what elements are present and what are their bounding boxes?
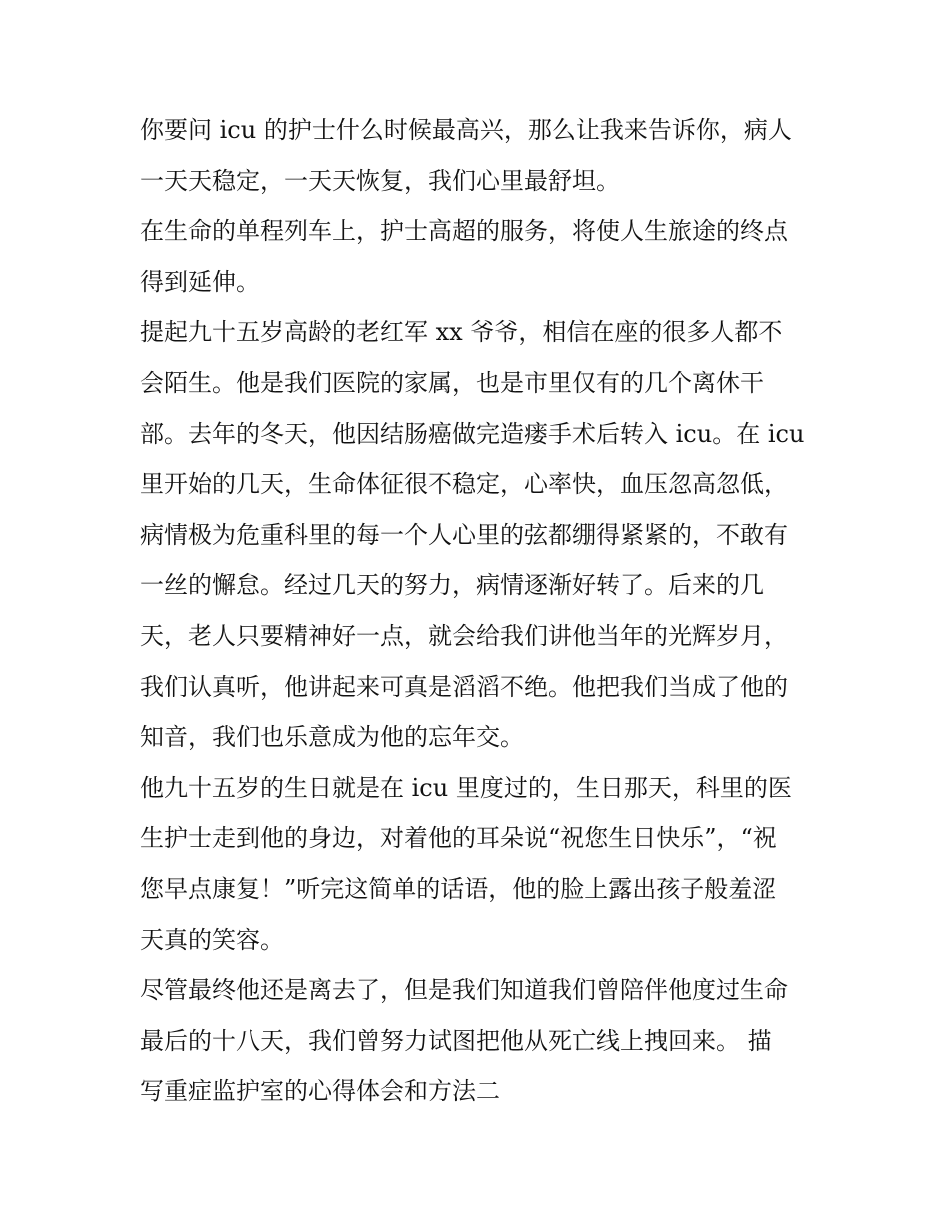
- text-line: 写重症监护室的心得体会和方法二: [140, 1077, 500, 1106]
- text-line: 知音，我们也乐意成为他的忘年交。: [140, 723, 524, 752]
- text-line: 一丝的懈怠。经过几天的努力，病情逐渐好转了。后来的几: [140, 571, 764, 600]
- text-line: 病情极为危重科里的每一个人心里的弦都绷得紧紧的，不敢有: [140, 520, 788, 549]
- text-line: 得到延伸。: [140, 267, 260, 296]
- text-line: 他九十五岁的生日就是在 icu 里度过的，生日那天，科里的医: [140, 773, 792, 802]
- text-line: 最后的十八天，我们曾努力试图把他从死亡线上拽回来。 描: [140, 1026, 772, 1055]
- text-line: 提起九十五岁高龄的老红军 xx 爷爷，相信在座的很多人都不: [140, 318, 783, 347]
- text-line: 里开始的几天，生命体征很不稳定，心率快，血压忽高忽低，: [140, 470, 788, 499]
- text-line: 在生命的单程列车上，护士高超的服务，将使人生旅途的终点: [140, 217, 788, 246]
- text-line: 生护士走到他的身边，对着他的耳朵说“祝您生日快乐”，“祝: [140, 824, 777, 853]
- document-body: [140, 105, 820, 1117]
- text-line: 尽管最终他还是离去了，但是我们知道我们曾陪伴他度过生命: [140, 976, 788, 1005]
- text-line: 我们认真听，他讲起来可真是滔滔不绝。他把我们当成了他的: [140, 672, 788, 701]
- text-line: 一天天稳定，一天天恢复，我们心里最舒坦。: [140, 166, 620, 195]
- text-line: 你要问 icu 的护士什么时候最高兴，那么让我来告诉你，病人: [140, 116, 792, 144]
- text-line: 您早点康复！”听完这简单的话语，他的脸上露出孩子般羞涩: [140, 874, 777, 903]
- text-line: 部。去年的冬天，他因结肠癌做完造瘘手术后转入 icu。在 icu: [140, 419, 805, 448]
- text-line: 天，老人只要精神好一点，就会给我们讲他当年的光辉岁月，: [140, 621, 788, 650]
- text-line: 会陌生。他是我们医院的家属，也是市里仅有的几个离休干: [140, 368, 764, 397]
- text-line: 天真的笑容。: [140, 925, 284, 954]
